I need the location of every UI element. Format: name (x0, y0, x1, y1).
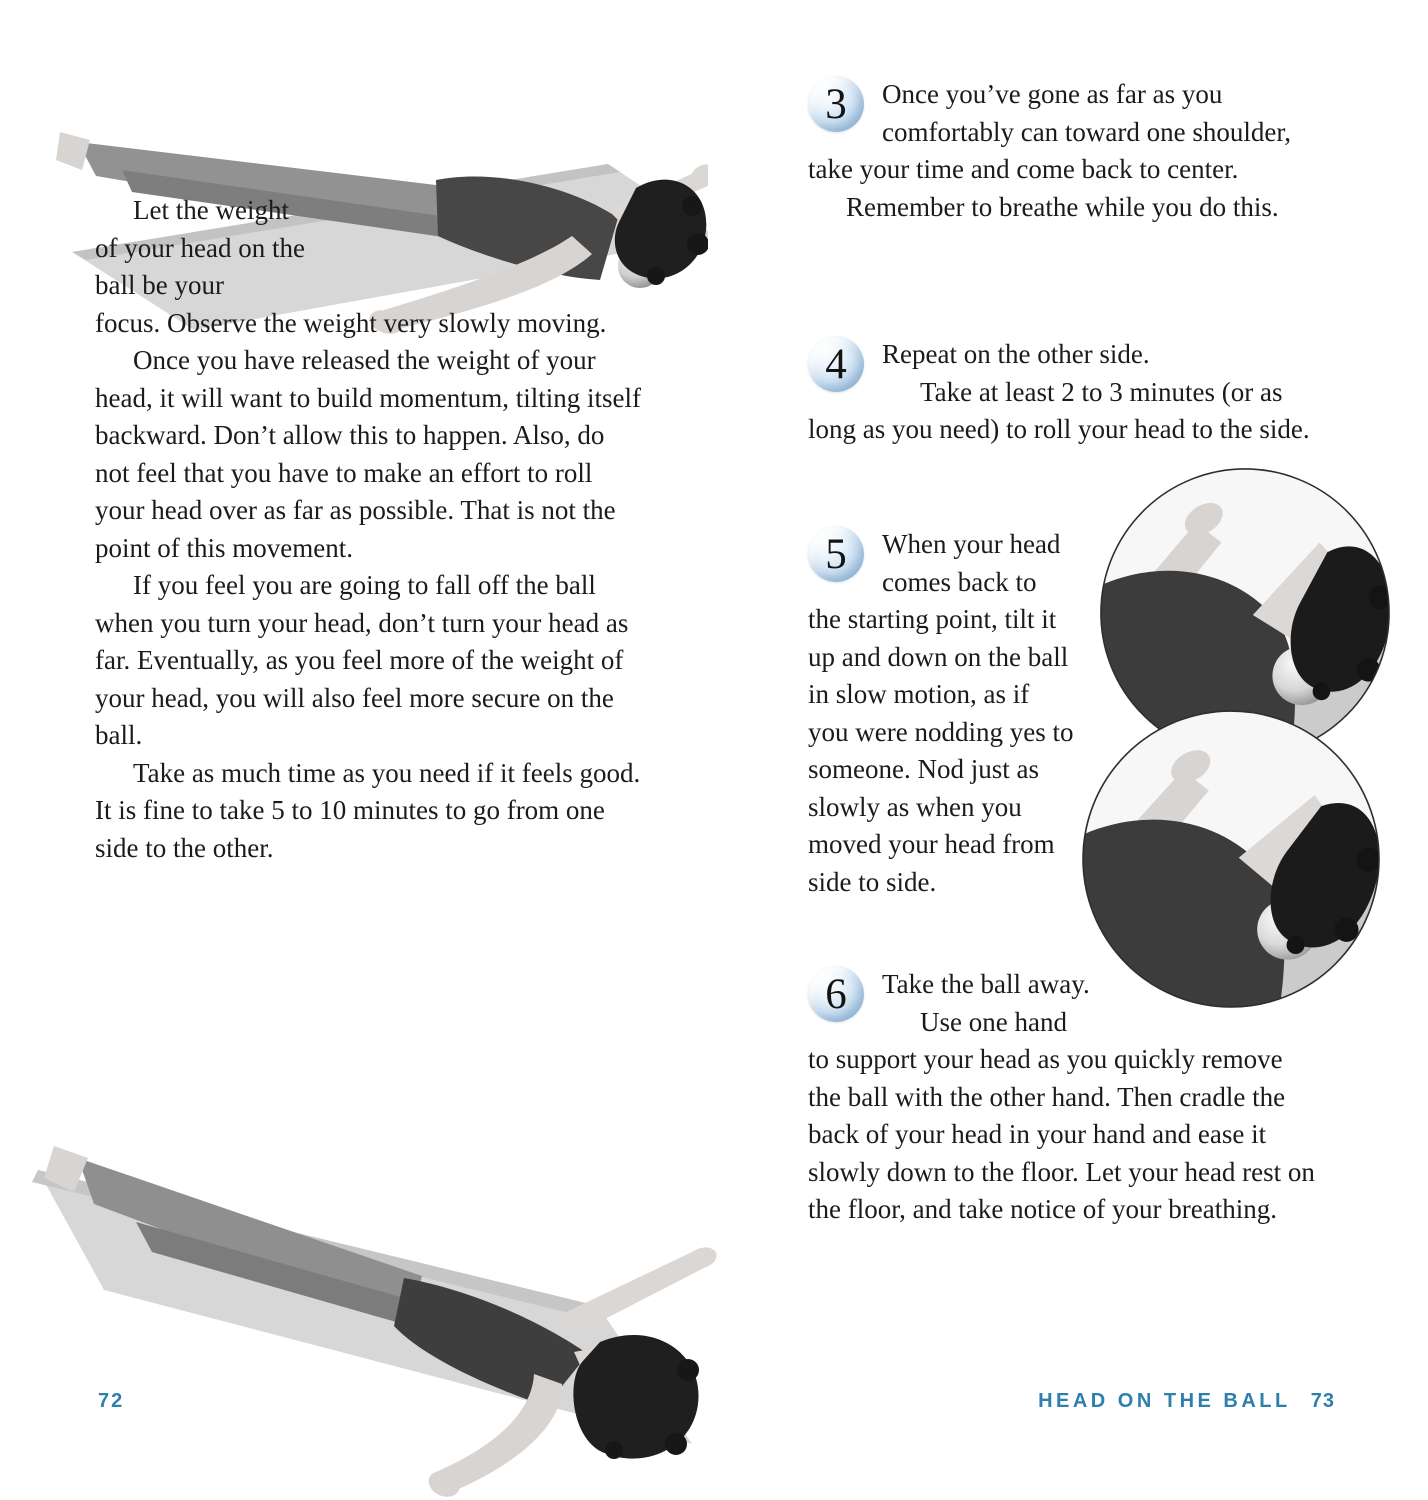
left-page-number: 72 (98, 1390, 125, 1412)
step-4-number-badge: 4 (808, 336, 864, 392)
paragraph-2: Once you have released the weight of your head, it will want to build momentum, tilting itself backward. Don’t allow this to happen. Also, do not feel that you have to make an effort to roll your head over as far as possible. That is not the point of this movement. (95, 345, 641, 563)
step-6-follow-text: to support your head as you quickly remove the ball with the other hand. Then cradle the back of your head in your hand and ease it slowly down to the floor. Let your head rest on the floor, and take notice of your breathing. (808, 1044, 1315, 1224)
step-5 (808, 526, 1076, 901)
paragraph-narrow-wrap (95, 192, 307, 305)
photo-woman-head-to-side-bottom (0, 1052, 732, 1500)
left-page-body-text (95, 192, 643, 867)
step-6-lead-text: Take the ball away. (882, 969, 1090, 999)
step-6-lead2-text: Use one hand (920, 1006, 1067, 1037)
step-5-lead-text: When your head comes back to the starting point, tilt it up and down on the ball in slow motion, as if you were nodding yes to someone. Nod just as slowly as when you moved your head from side to side. (808, 529, 1074, 897)
step-4-follow-text: Take at least 2 to 3 minutes (or as long as you need) to roll your head to the side. (808, 376, 1310, 444)
chapter-title: HEAD ON THE BALL (1038, 1390, 1291, 1412)
paragraph-3: If you feel you are going to fall off the ball when you turn your head, don’t turn your head as far. Eventually, as you feel more of the weight of your head, you will also feel more secure on the ball. (95, 570, 629, 750)
step-3-number-badge: 3 (808, 76, 864, 132)
step-4-lead-text: Repeat on the other side. (882, 339, 1150, 369)
right-page-footer (1015, 1388, 1335, 1414)
step-6-number-badge: 6 (808, 966, 864, 1022)
photo-circle-head-nod (1080, 708, 1382, 1010)
photo-woman-head-to-side-graphic (0, 1052, 732, 1500)
step-3-follow-text: Remember to breathe while you do this. (846, 191, 1279, 222)
step-5-number-badge: 5 (808, 526, 864, 582)
step-3 (808, 76, 1310, 226)
paragraph-1-wide: focus. Observe the weight very slowly moving. (95, 307, 607, 338)
right-page-number: 73 (1310, 1390, 1335, 1412)
step-6 (808, 966, 1320, 1229)
step-3-lead-text: Once you’ve gone as far as you comfortably can toward one shoulder, take your time and come back to center. (808, 79, 1292, 184)
paragraph-1-narrow: Let the weight of your head on the ball be your (95, 195, 305, 300)
photo-circle-bottom-graphic (1080, 708, 1382, 1010)
step-4 (808, 336, 1310, 449)
paragraph-4: Take as much time as you need if it feels good. It is fine to take 5 to 10 minutes to go from one side to the other. (95, 757, 641, 863)
